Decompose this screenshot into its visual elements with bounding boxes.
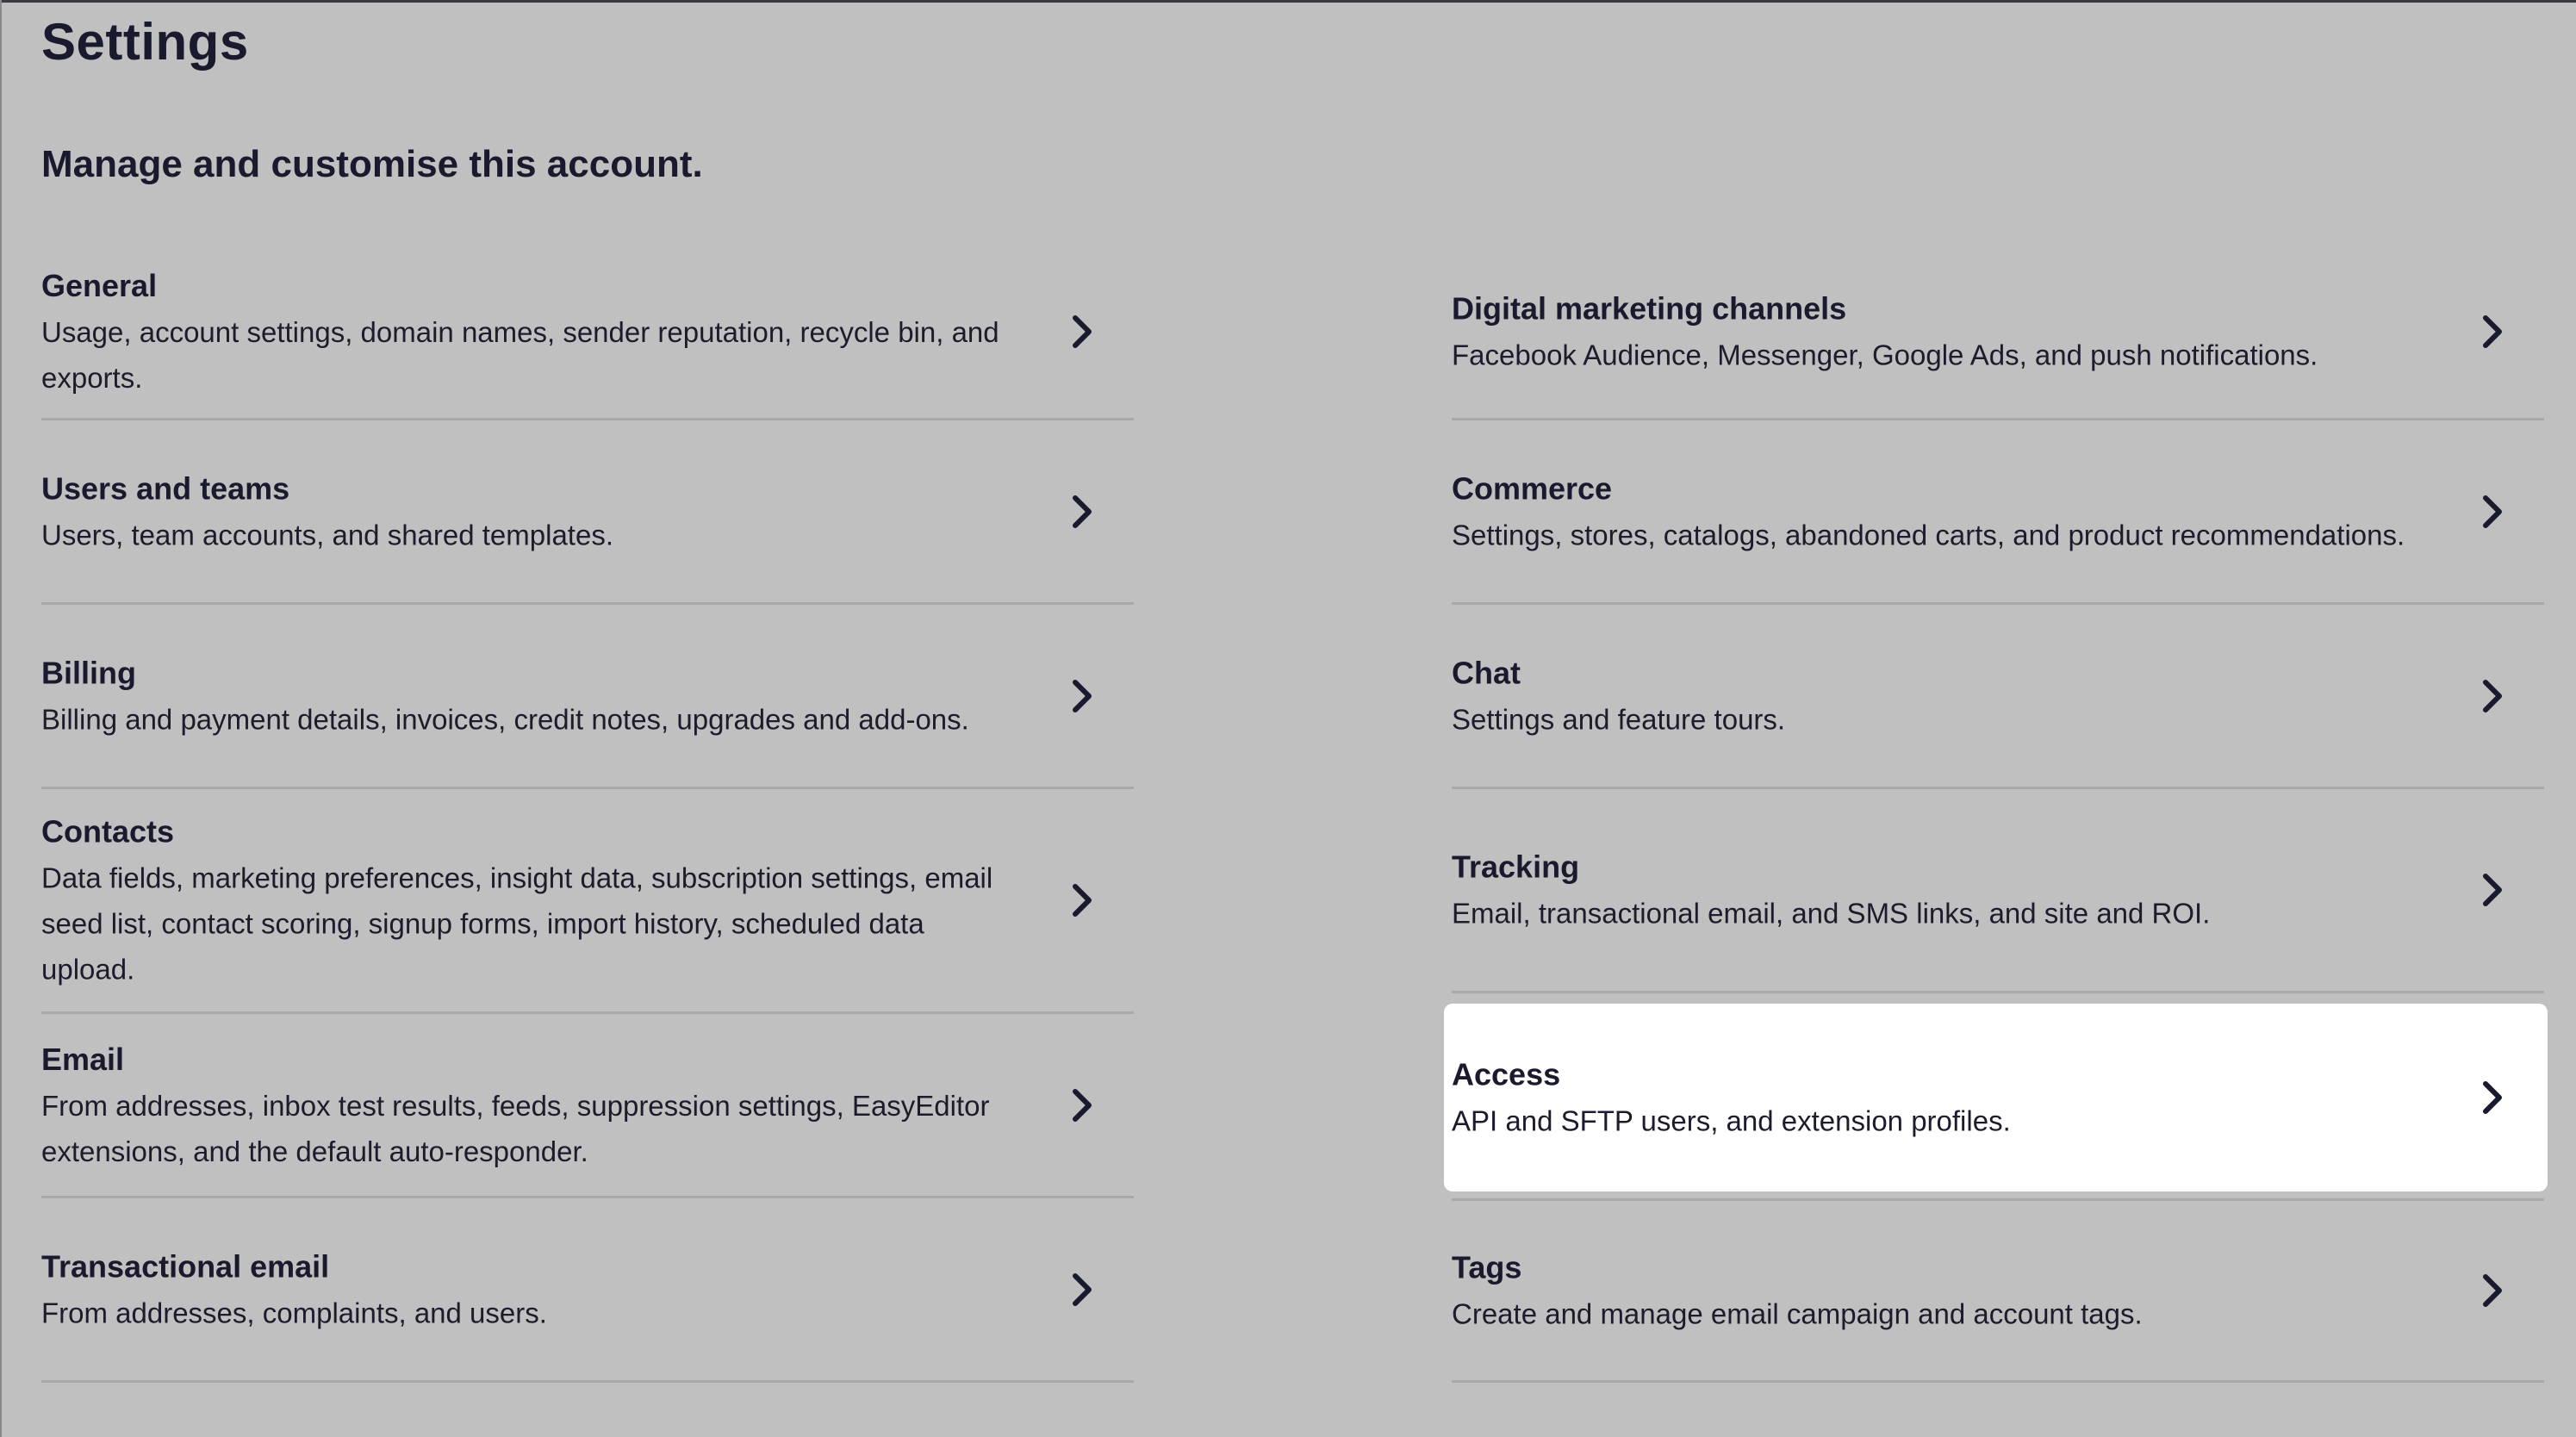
chevron-right-icon[interactable] [1065, 1269, 1099, 1310]
chevron-right-icon[interactable] [2475, 1077, 2510, 1118]
settings-item-chat[interactable] [1452, 605, 2544, 789]
settings-item-text [41, 650, 1006, 742]
settings-item-description: Email, transactional email, and SMS links, and site and ROI. [1452, 897, 2211, 930]
settings-item-text [1452, 286, 2417, 378]
settings-item-text [41, 263, 1006, 401]
settings-item-digital-marketing-channels[interactable] [1452, 246, 2544, 420]
settings-item-description: From addresses, inbox test results, feeds, suppression settings, EasyEditor extensions, and the default auto-responder. [41, 1089, 990, 1167]
settings-item-text [41, 1036, 1006, 1174]
settings-item-description: From addresses, complaints, and users. [41, 1297, 547, 1328]
chevron-right-icon[interactable] [2475, 675, 2510, 717]
settings-item-title: Digital marketing channels [1452, 290, 1847, 327]
settings-item-description: Create and manage email campaign and account tags. [1452, 1297, 2143, 1330]
settings-item-billing[interactable] [41, 605, 1134, 789]
settings-item-text [1452, 1052, 2417, 1144]
settings-item-contacts[interactable] [41, 789, 1134, 1014]
settings-item-text [1452, 465, 2417, 557]
settings-item-commerce[interactable] [1452, 420, 2544, 605]
settings-item-description: Usage, account settings, domain names, sender reputation, recycle bin, and exports. [41, 316, 999, 394]
settings-item-transactional-email[interactable] [41, 1198, 1134, 1383]
settings-item-title: Contacts [41, 813, 175, 849]
left-border [0, 0, 2, 1437]
settings-item-access[interactable] [1452, 1004, 2544, 1191]
settings-item-email[interactable] [41, 1014, 1134, 1198]
settings-item-title: Billing [41, 655, 136, 690]
settings-item-description: Settings, stores, catalogs, abandoned carts, and product recommendations. [1452, 519, 2405, 551]
settings-item-description: API and SFTP users, and extension profiles. [1452, 1104, 2011, 1137]
chevron-right-icon[interactable] [2475, 491, 2510, 532]
chevron-right-icon[interactable] [1065, 1085, 1099, 1126]
settings-item-description: Billing and payment details, invoices, credit notes, upgrades and add-ons. [41, 703, 969, 735]
settings-item-title: Access [1452, 1056, 1561, 1092]
chevron-right-icon[interactable] [2475, 1270, 2510, 1311]
settings-item-text [1452, 650, 2417, 742]
settings-item-description: Users, team accounts, and shared templates. [41, 519, 613, 551]
settings-item-general[interactable] [41, 246, 1134, 420]
settings-item-description: Data fields, marketing preferences, insight data, subscription settings, email seed list, contact scoring, signup forms, import history, scheduled data upload. [41, 862, 993, 986]
chevron-right-icon[interactable] [1065, 491, 1099, 532]
settings-item-text [41, 465, 1006, 557]
settings-item-tags[interactable] [1452, 1198, 2544, 1383]
settings-item-title: Transactional email [41, 1248, 330, 1284]
settings-item-text [41, 1243, 1006, 1335]
chevron-right-icon[interactable] [1065, 675, 1099, 717]
settings-item-title: Chat [1452, 655, 1521, 690]
settings-item-title: Email [41, 1041, 125, 1077]
settings-item-title: Tags [1452, 1249, 1522, 1285]
settings-item-text [1452, 844, 2417, 936]
top-border [0, 0, 2576, 3]
page-subtitle: Manage and customise this account. [41, 143, 703, 185]
settings-item-text [1452, 1245, 2417, 1337]
settings-item-title: Users and teams [41, 470, 290, 506]
chevron-right-icon[interactable] [2475, 311, 2510, 352]
chevron-right-icon[interactable] [1065, 880, 1099, 921]
settings-item-description: Facebook Audience, Messenger, Google Ads, and push notifications. [1452, 339, 2318, 371]
settings-item-users-and-teams[interactable] [41, 420, 1134, 605]
settings-item-title: General [41, 268, 158, 303]
settings-item-text [41, 809, 1006, 992]
settings-item-title: Tracking [1452, 849, 1580, 885]
chevron-right-icon[interactable] [2475, 869, 2510, 911]
settings-item-description: Settings and feature tours. [1452, 703, 1786, 735]
settings-item-title: Commerce [1452, 470, 1613, 506]
page-title: Settings [41, 13, 249, 71]
settings-item-tracking[interactable] [1452, 789, 2544, 993]
chevron-right-icon[interactable] [1065, 311, 1099, 352]
